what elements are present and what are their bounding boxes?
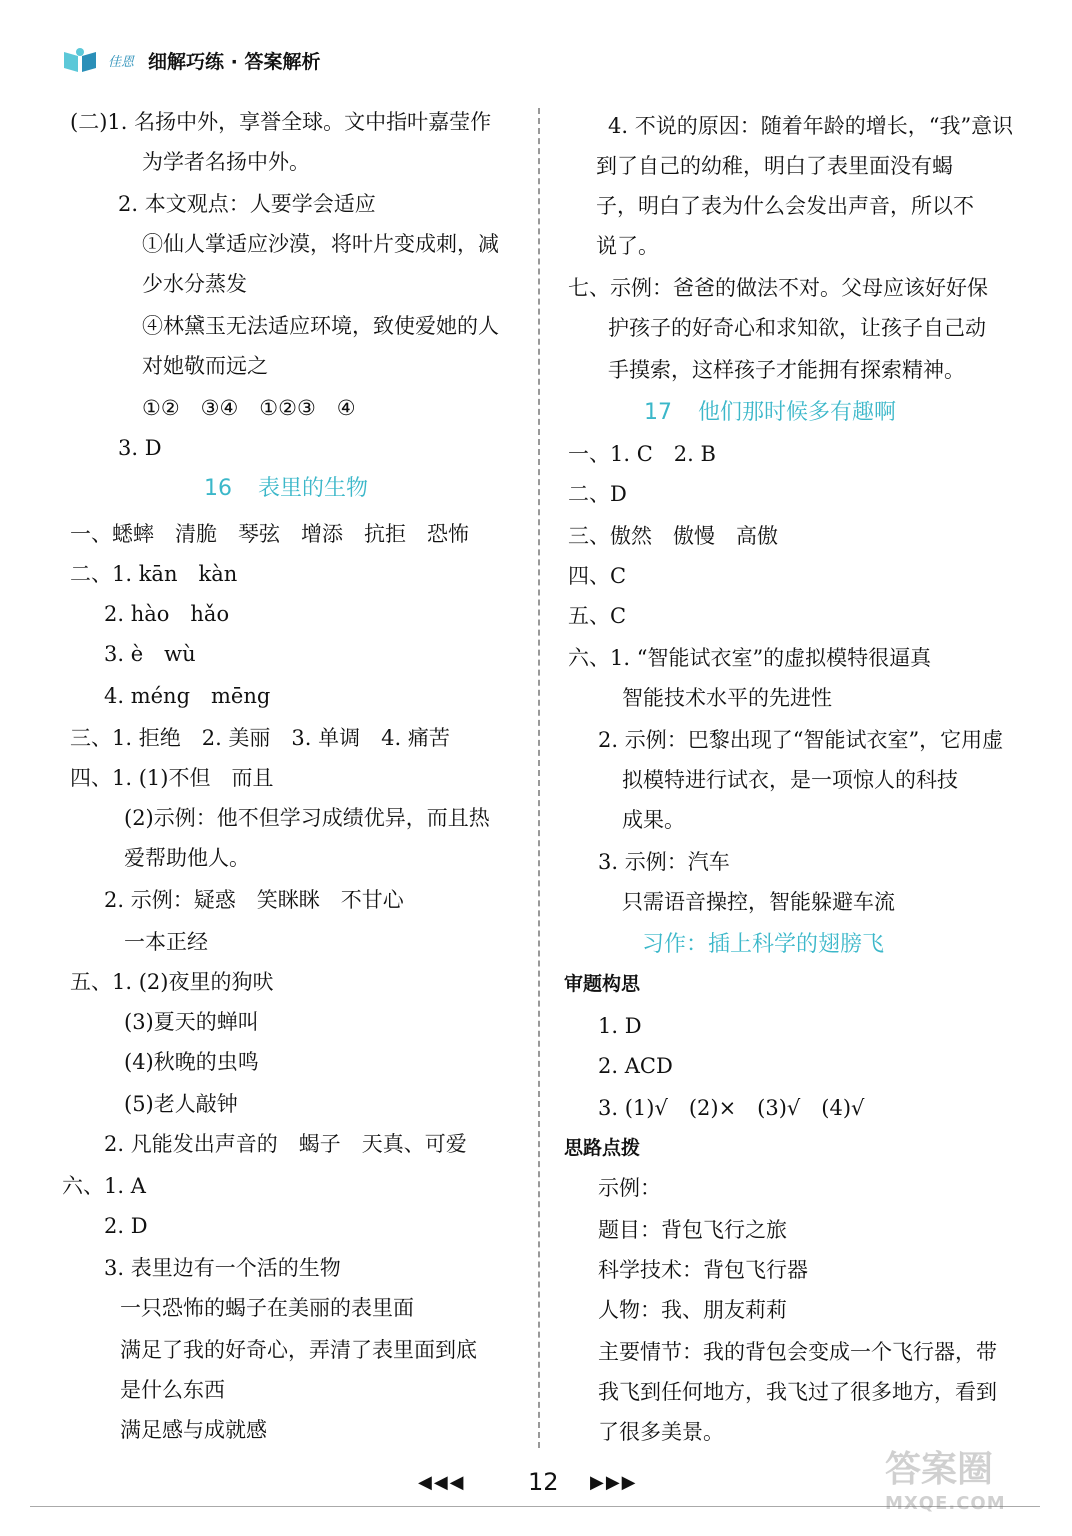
text-line: 题目：背包飞行之旅 [598, 1218, 787, 1242]
text-line: 主要情节：我的背包会变成一个飞行器，带 [598, 1340, 997, 1364]
text-line: 说了。 [596, 234, 659, 258]
text-line: 只需语音操控，智能躲避车流 [622, 890, 895, 914]
text-line: 3. D [118, 436, 162, 460]
watermark-url: MXQE.COM [885, 1493, 1006, 1514]
page-header [62, 44, 320, 76]
text-line: 二、1. kān kàn [70, 562, 238, 586]
text-line: 我飞到任何地方，我飞过了很多地方，看到 [598, 1380, 997, 1404]
section-heading-16 [204, 474, 368, 504]
text-line: 手摸索，这样孩子才能拥有探索精神。 [608, 358, 965, 382]
text-line: 四、C [568, 564, 627, 588]
text-line: 三、1. 拒绝 2. 美丽 3. 单调 4. 痛苦 [70, 726, 450, 750]
text-line: 2. 示例：巴黎出现了“智能试衣室”，它用虚 [598, 728, 1004, 752]
heading-number: 17 [644, 400, 672, 425]
series-title: 细解巧练 · 答案解析 [148, 50, 321, 73]
section-heading-xizuo [642, 930, 884, 960]
text-line: ①仙人掌适应沙漠，将叶片变成刺，减 [142, 232, 499, 256]
watermark [885, 1448, 1060, 1530]
text-line: 满足感与成就感 [120, 1418, 267, 1442]
text-line: 科学技术：背包飞行器 [598, 1258, 808, 1282]
text-line: 二、D [568, 482, 627, 506]
text-line: 三、傲然 傲慢 高傲 [568, 524, 778, 548]
section-heading-17 [644, 398, 896, 428]
text-line: 3. è wù [104, 642, 196, 666]
text-line: 子，明白了表为什么会发出声音，所以不 [596, 194, 974, 218]
watermark-logo-text: 答案圈 [885, 1449, 994, 1490]
text-line: 五、1. (2)夜里的狗吠 [70, 970, 274, 994]
text-line: 2. hào hǎo [104, 602, 230, 626]
text-line: (5)老人敲钟 [124, 1092, 238, 1116]
text-line: (4)秋晚的虫鸣 [124, 1050, 259, 1074]
heading-title: 他们那时候多有趣啊 [698, 400, 897, 425]
text-line: 1. D [598, 1014, 642, 1038]
text-line: 对她敬而远之 [142, 354, 268, 378]
text-line: 2. ACD [598, 1054, 673, 1078]
text-line: 一、1. C 2. B [568, 442, 716, 466]
text-line: 了很多美景。 [598, 1420, 724, 1444]
text-line: 4. 不说的原因：随着年龄的增长，“我”意识 [608, 114, 1014, 138]
text-line: 人物：我、朋友莉莉 [598, 1298, 787, 1322]
text-line: 一只恐怖的蝎子在美丽的表里面 [120, 1296, 414, 1320]
heading-title: 表里的生物 [258, 476, 369, 501]
column-divider [538, 108, 540, 1448]
text-line: 为学者名扬中外。 [142, 150, 310, 174]
text-line: 到了自己的幼稚，明白了表里面没有蝎 [596, 154, 953, 178]
text-line: 一、蟋蟀 清脆 琴弦 增添 抗拒 恐怖 [70, 522, 469, 546]
text-line: 2. 凡能发出声音的 蝎子 天真、可爱 [104, 1132, 467, 1156]
text-line: 示例： [598, 1176, 661, 1200]
page-number: 12 [528, 1468, 559, 1496]
text-line: (二)1. 名扬中外，享誉全球。文中指叶嘉莹作 [70, 110, 492, 134]
book-logo-icon [62, 46, 98, 74]
text-line: 成果。 [622, 808, 685, 832]
text-line: 满足了我的好奇心，弄清了表里面到底 [120, 1338, 477, 1362]
text-line: 六、1. A [62, 1174, 146, 1198]
text-line: 3. 示例：汽车 [598, 850, 730, 874]
text-line: (2)示例：他不但学习成绩优异，而且热 [124, 806, 490, 830]
text-line: 五、C [568, 604, 627, 628]
text-line: 六、1. “智能试衣室”的虚拟模特很逼真 [568, 646, 932, 670]
text-line: 一本正经 [124, 930, 208, 954]
text-line: 3. (1)√ (2)× (3)√ (4)√ [598, 1096, 865, 1120]
text-line: 少水分蒸发 [142, 272, 247, 296]
text-line: 2. D [104, 1214, 148, 1238]
subsection-label: 思路点拨 [564, 1137, 641, 1159]
text-line: 四、1. (1)不但 而且 [70, 766, 274, 790]
text-line: ④林黛玉无法适应环境，致使爱她的人 [142, 314, 499, 338]
text-line: 2. 示例：疑惑 笑眯眯 不甘心 [104, 888, 404, 912]
heading-number: 16 [204, 476, 232, 501]
subsection-label: 审题构思 [564, 973, 641, 995]
text-line: 七、示例：爸爸的做法不对。父母应该好好保 [568, 276, 988, 300]
left-arrows-icon: ◀◀◀ [418, 1472, 466, 1493]
text-line: 是什么东西 [120, 1378, 225, 1402]
text-line: ①② ③④ ①②③ ④ [142, 396, 356, 420]
text-line: 4. méng mēng [104, 684, 271, 708]
text-line: 拟模特进行试衣，是一项惊人的科技 [622, 768, 958, 792]
text-line: (3)夏天的蝉叫 [124, 1010, 259, 1034]
text-line: 3. 表里边有一个活的生物 [104, 1256, 341, 1280]
right-arrows-icon: ▶▶▶ [590, 1472, 638, 1493]
text-line: 智能技术水平的先进性 [622, 686, 832, 710]
text-line: 2. 本文观点：人要学会适应 [118, 192, 376, 216]
text-line: 爱帮助他人。 [124, 846, 250, 870]
brand-name: 佳恩 [108, 54, 135, 70]
heading-title: 习作：插上科学的翅膀飞 [642, 932, 885, 957]
text-line: 护孩子的好奇心和求知欲，让孩子自己动 [608, 316, 986, 340]
